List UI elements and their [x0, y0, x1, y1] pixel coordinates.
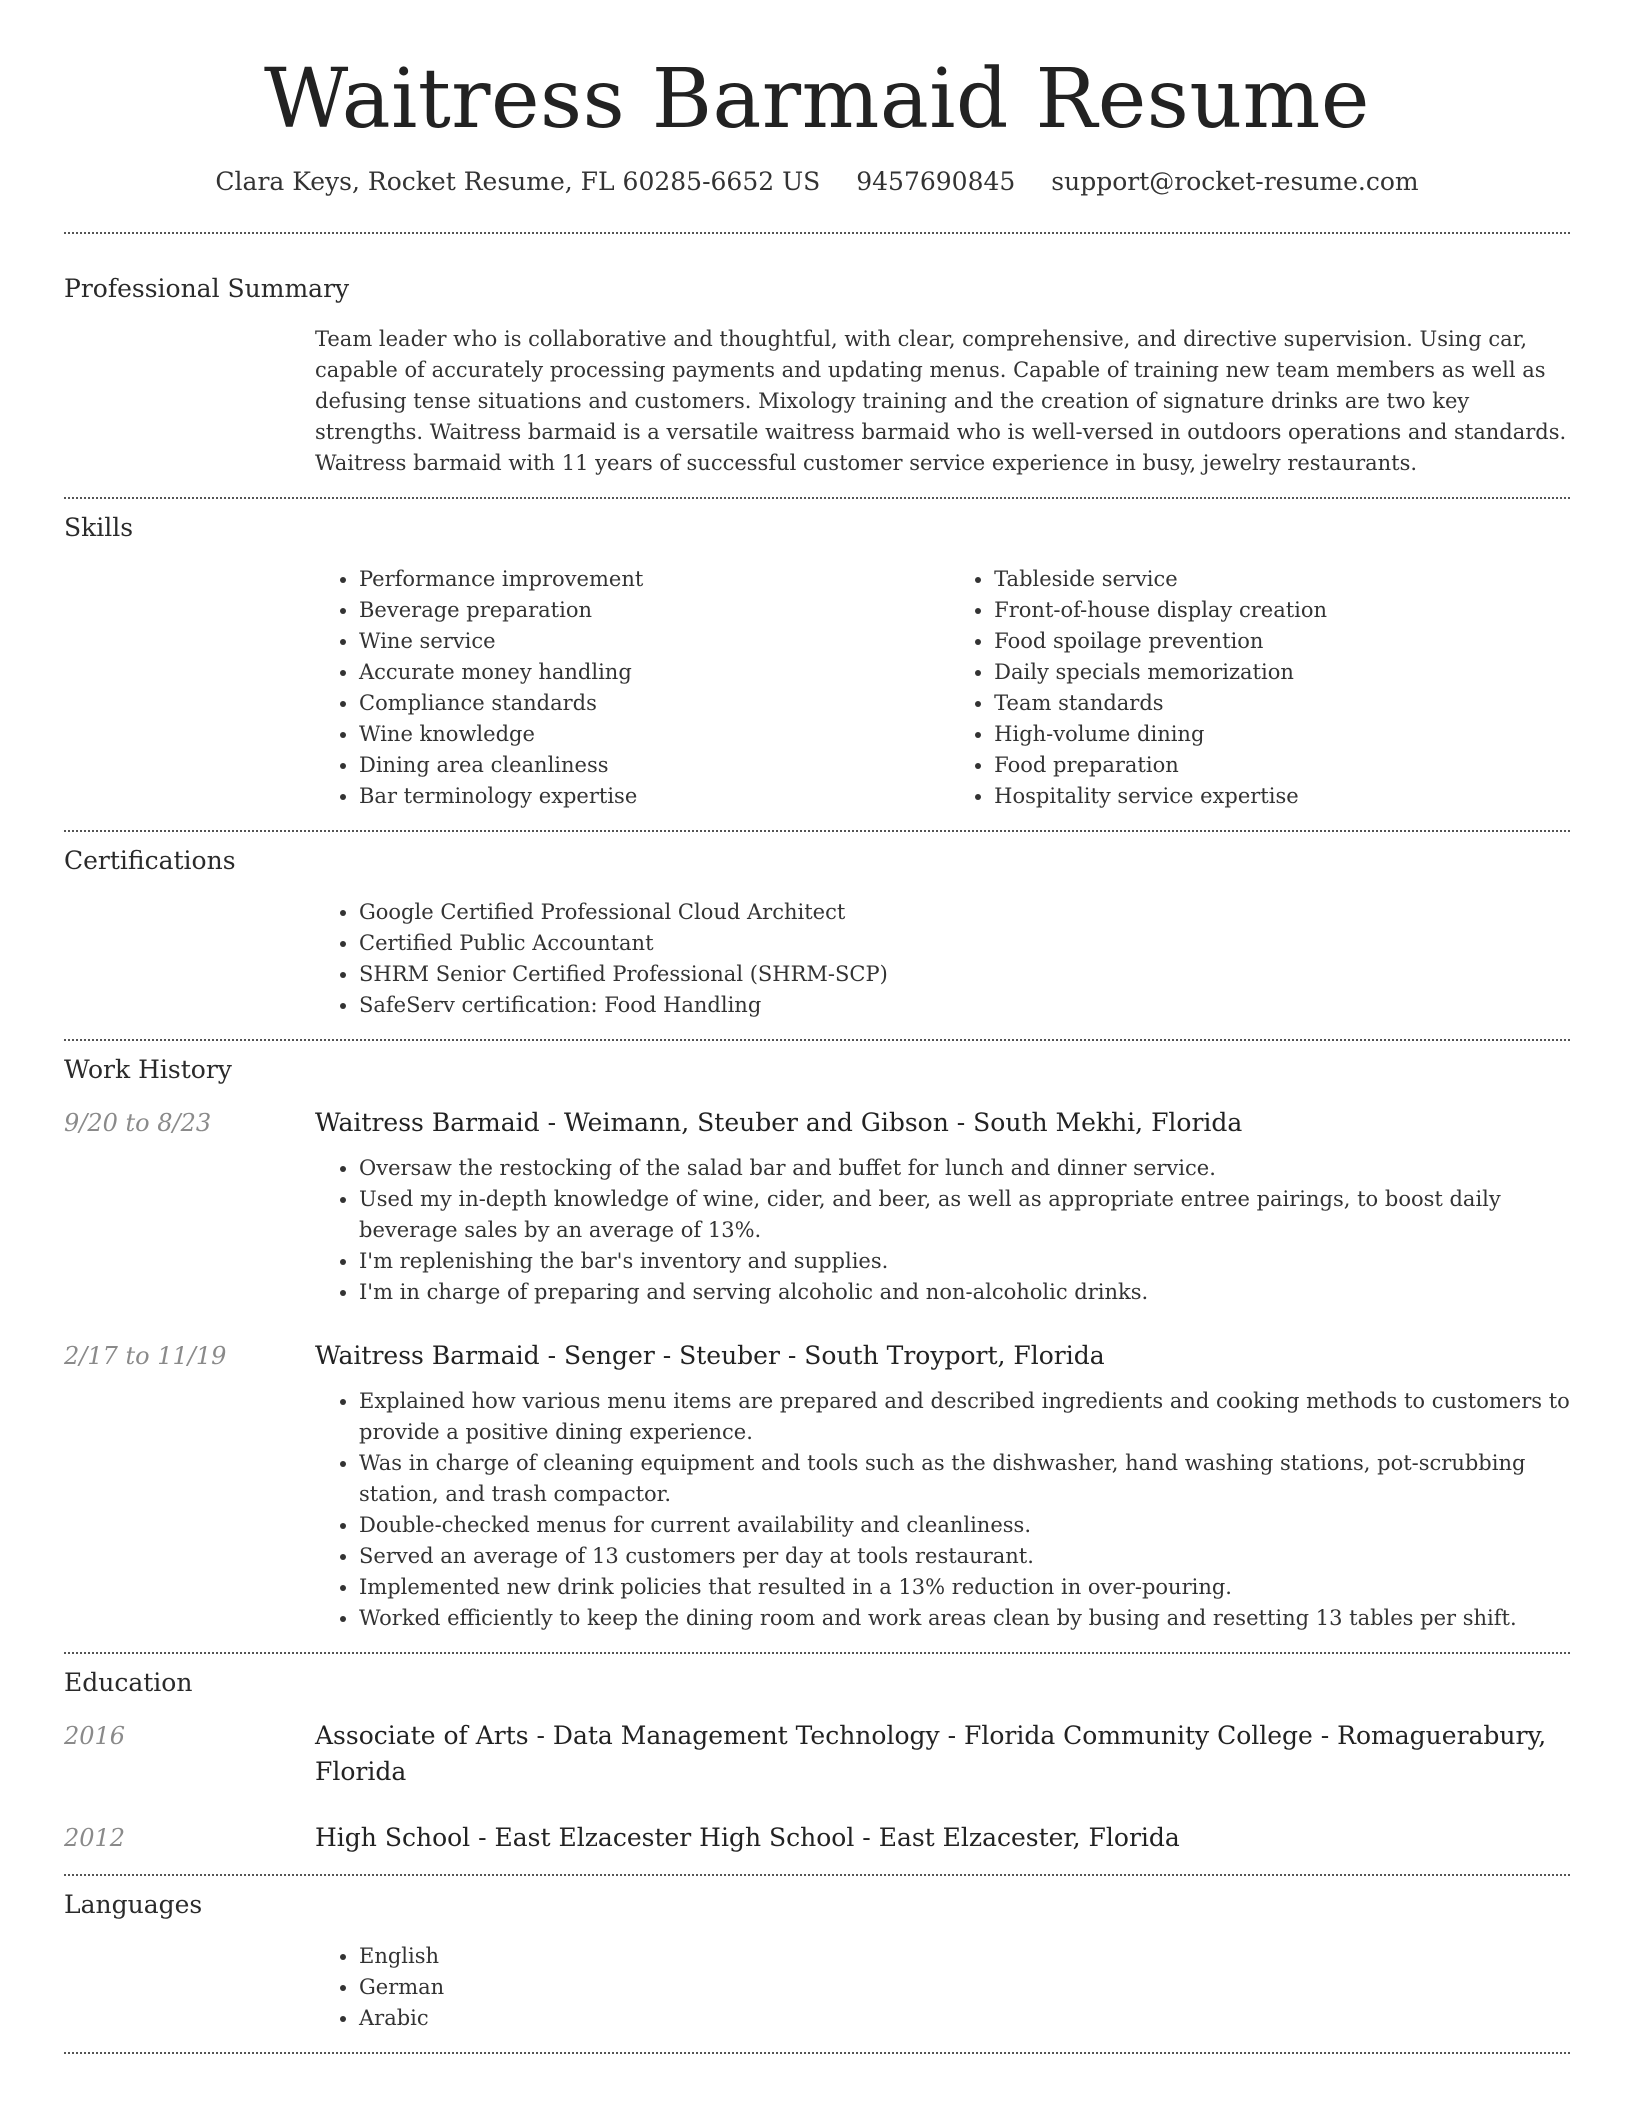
job-entry [64, 1105, 1570, 1308]
skill-item: • Bar terminology expertise [359, 781, 950, 812]
certification-item: • Certified Public Accountant [359, 928, 1570, 959]
skill-item: • Hospitality service expertise [994, 781, 1570, 812]
skill-item: • Compliance standards [359, 688, 950, 719]
certifications-list [315, 897, 1570, 1021]
section-divider [64, 232, 1570, 234]
language-item: • Arabic [359, 2003, 1570, 2034]
skill-item: • Wine knowledge [359, 719, 950, 750]
job-dates: 2/17 to 11/19 [64, 1342, 227, 1370]
section-title-certifications: Certifications [64, 846, 236, 875]
job-bullets [315, 1153, 1570, 1308]
job-bullet: • Served an average of 13 customers per day at tools restaurant. [359, 1541, 1570, 1572]
section-divider [64, 1039, 1570, 1041]
education-text: Associate of Arts - Data Management Technology - Florida Community College - Romaguerabury, Florida [315, 1721, 1547, 1786]
skills-list [315, 564, 1570, 812]
skill-item: • High-volume dining [994, 719, 1570, 750]
section-title-work-history: Work History [64, 1055, 232, 1084]
section-divider [64, 830, 1570, 832]
languages-list [315, 1941, 1570, 2034]
skill-item: • Beverage preparation [359, 595, 950, 626]
education-year: 2016 [64, 1722, 126, 1750]
section-divider [64, 2052, 1570, 2054]
section-title-skills: Skills [64, 513, 134, 542]
section-divider [64, 1874, 1570, 1876]
certification-item: • SafeServ certification: Food Handling [359, 990, 1570, 1021]
job-bullet: • Explained how various menu items are prepared and described ingredients and cooking methods to customers to provide a positive dining experience. [359, 1386, 1570, 1448]
language-item: • English [359, 1941, 1570, 1972]
skill-item: • Accurate money handling [359, 657, 950, 688]
job-bullet: • Used my in-depth knowledge of wine, cider, and beer, as well as appropriate entree pairings, to boost daily beverage sales by an average of 13%. [359, 1184, 1570, 1246]
job-bullet: • Worked efficiently to keep the dining room and work areas clean by busing and resetting 13 tables per shift. [359, 1603, 1570, 1634]
job-dates: 9/20 to 8/23 [64, 1109, 212, 1137]
section-title-languages: Languages [64, 1890, 203, 1919]
job-title: Waitress Barmaid - Weimann, Steuber and Gibson - South Mekhi, Florida [315, 1108, 1243, 1137]
contact-line [64, 164, 1570, 200]
section-title-summary: Professional Summary [64, 274, 350, 303]
job-title: Waitress Barmaid - Senger - Steuber - South Troyport, Florida [315, 1341, 1105, 1370]
job-bullet: • Implemented new drink policies that resulted in a 13% reduction in over-pouring. [359, 1572, 1570, 1603]
job-bullets [315, 1386, 1570, 1634]
page-title: Waitress Barmaid Resume [264, 52, 1370, 147]
education-entry [64, 1820, 1570, 1856]
job-bullet: • Oversaw the restocking of the salad bar and buffet for lunch and dinner service. [359, 1153, 1570, 1184]
skill-item: • Food preparation [994, 750, 1570, 781]
skill-item: • Tableside service [994, 564, 1570, 595]
education-text: High School - East Elzacester High School - East Elzacester, Florida [315, 1823, 1180, 1852]
skill-item: • Dining area cleanliness [359, 750, 950, 781]
education-year: 2012 [64, 1824, 126, 1852]
section-divider [64, 497, 1570, 499]
section-divider [64, 1652, 1570, 1654]
skill-item: • Team standards [994, 688, 1570, 719]
job-bullet: • I'm in charge of preparing and serving alcoholic and non-alcoholic drinks. [359, 1277, 1570, 1308]
contact-email: support@rocket-resume.com [1051, 167, 1419, 196]
skills-column-left [315, 564, 950, 812]
certification-item: • SHRM Senior Certified Professional (SHRM-SCP) [359, 959, 1570, 990]
contact-address: Clara Keys, Rocket Resume, FL 60285-6652 US [215, 167, 821, 196]
skill-item: • Wine service [359, 626, 950, 657]
skill-item: • Daily specials memorization [994, 657, 1570, 688]
job-bullet: • Double-checked menus for current availability and cleanliness. [359, 1510, 1570, 1541]
summary-text: Team leader who is collaborative and thoughtful, with clear, comprehensive, and directive supervision. Using car, capable of accurately processing payments and updating menus. Capable of training new team members as well as defusing tense situations and customers. Mixology training and the creation of signature drinks are two key strengths. Waitress barmaid is a versatile waitress barmaid who is well-versed in outdoors operations and standards. Waitress barmaid with 11 years of successful customer service experience in busy, jewelry restaurants. [315, 327, 1567, 475]
job-bullet: • I'm replenishing the bar's inventory and supplies. [359, 1246, 1570, 1277]
resume-page [64, 0, 1570, 2054]
job-entry [64, 1338, 1570, 1634]
skills-column-right [950, 564, 1570, 812]
education-entry [64, 1718, 1570, 1790]
section-title-education: Education [64, 1668, 193, 1697]
skill-item: • Food spoilage prevention [994, 626, 1570, 657]
skill-item: • Performance improvement [359, 564, 950, 595]
certification-item: • Google Certified Professional Cloud Architect [359, 897, 1570, 928]
skill-item: • Front-of-house display creation [994, 595, 1570, 626]
job-bullet: • Was in charge of cleaning equipment and tools such as the dishwasher, hand washing stations, pot-scrubbing station, and trash compactor. [359, 1448, 1570, 1510]
contact-phone: 9457690845 [856, 167, 1016, 196]
language-item: • German [359, 1972, 1570, 2003]
